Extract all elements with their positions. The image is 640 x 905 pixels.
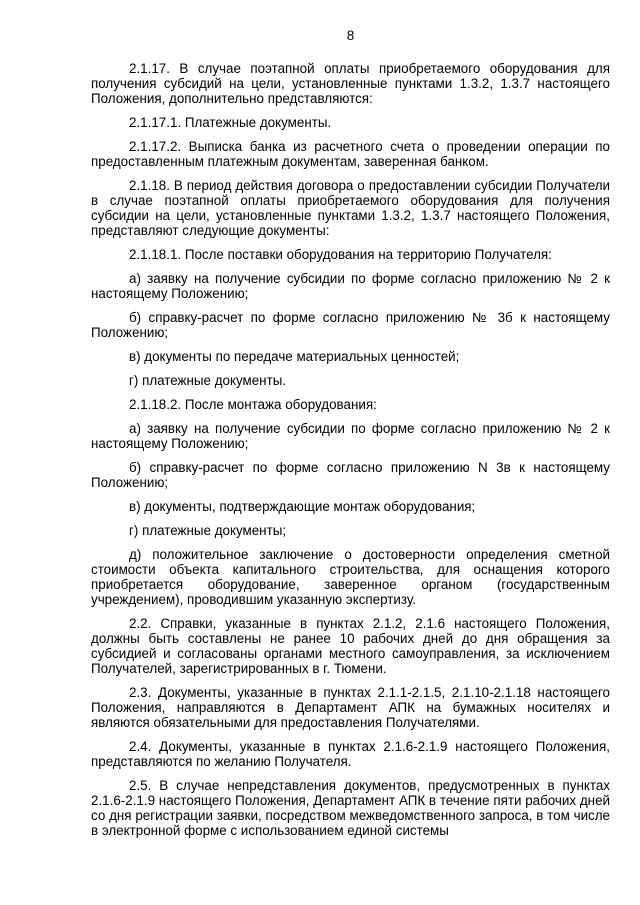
paragraph-2-2: 2.2. Справки, указанные в пунктах 2.1.2, 2.1.6 настоящего Положения, должны быть составлены не ранее 10 рабочих дней до дня обращения за субсидией и согласованы органами местного самоуправления, за исключением Получателей, зарегистрированных в г. Тюмени. [91, 616, 610, 676]
list-item-a: а) заявку на получение субсидии по форме согласно приложению № 2 к настоящему Положению; [91, 421, 610, 451]
list-item-a: а) заявку на получение субсидии по форме согласно приложению № 2 к настоящему Положению; [91, 271, 610, 301]
list-item-v: в) документы, подтверждающие монтаж оборудования; [129, 499, 476, 514]
list-item-g: г) платежные документы; [129, 523, 287, 538]
paragraph-2-5: 2.5. В случае непредставления документов, предусмотренных в пунктах 2.1.6-2.1.9 настоящего Положения, Департамент АПК в течение пяти рабочих дней со дня регистрации заявки, посредством межведомственного запроса, в том числе в электронной форме с использованием единой системы [91, 778, 610, 838]
page-number: 8 [346, 28, 355, 43]
paragraph-2-1-18-2: 2.1.18.2. После монтажа оборудования: [129, 397, 377, 412]
list-item-b: б) справку-расчет по форме согласно приложению № 3б к настоящему Положению; [91, 310, 610, 340]
paragraph-2-1-17-1: 2.1.17.1. Платежные документы. [129, 115, 332, 130]
paragraph-2-1-18-1: 2.1.18.1. После поставки оборудования на территорию Получателя: [129, 247, 552, 262]
list-item-d: д) положительное заключение о достоверности определения сметной стоимости объекта капитального строительства, для оснащения которого приобретается оборудование, заверенное органом (государственным учреждением), проводившим указанную экспертизу. [91, 547, 610, 607]
paragraph-2-1-17-2: 2.1.17.2. Выписка банка из расчетного счета о проведении операции по предоставленным платежным документам, заверенная банком. [91, 139, 610, 169]
document-body [91, 61, 610, 838]
paragraph-2-1-17: 2.1.17. В случае поэтапной оплаты приобретаемого оборудования для получения субсидий на цели, установленные пунктами 1.3.2, 1.3.7 настоящего Положения, дополнительно представляются: [91, 61, 610, 106]
list-item-v: в) документы по передаче материальных ценностей; [129, 349, 460, 364]
list-item-g: г) платежные документы. [129, 373, 287, 388]
paragraph-2-3: 2.3. Документы, указанные в пунктах 2.1.1-2.1.5, 2.1.10-2.1.18 настоящего Положения, направляются в Департамент АПК на бумажных носителях и являются обязательными для предоставления Получателями. [91, 685, 610, 730]
paragraph-2-4: 2.4. Документы, указанные в пунктах 2.1.6-2.1.9 настоящего Положения, представляются по желанию Получателя. [91, 739, 610, 769]
list-item-b: б) справку-расчет по форме согласно приложению N 3в к настоящему Положению; [91, 460, 610, 490]
paragraph-2-1-18: 2.1.18. В период действия договора о предоставлении субсидии Получатели в случае поэтапной оплаты приобретаемого оборудования для получения субсидии на цели, установленные пунктами 1.3.2, 1.3.7 настоящего Положения, представляют следующие документы: [91, 178, 610, 238]
